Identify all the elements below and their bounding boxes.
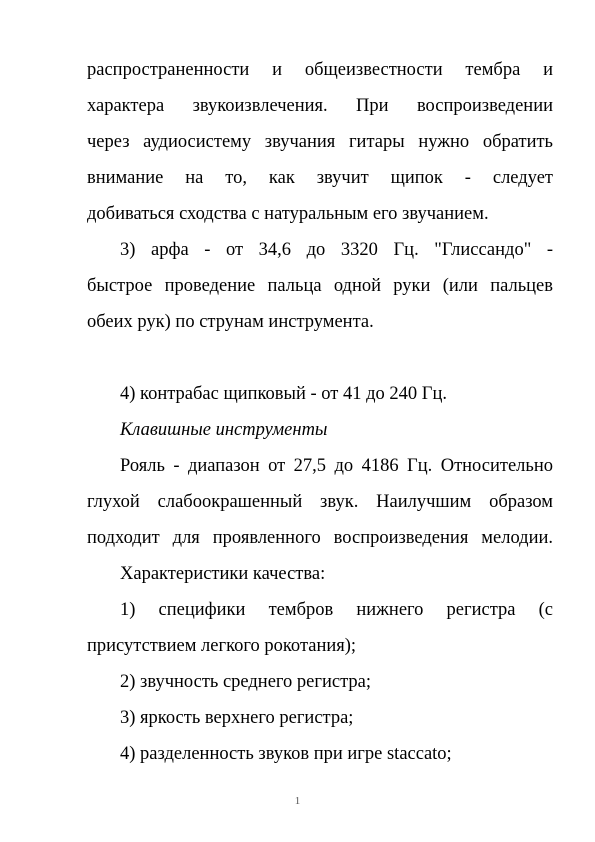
paragraph-2-line-3: обеих рук) по струнам инструмента. (87, 312, 374, 332)
section-heading: Клавишные инструменты (120, 420, 328, 440)
paragraph-2-line-1: 3) арфа - от 34,6 до 3320 Гц. "Глиссандо" - (120, 240, 553, 260)
paragraph-9-line-1: 4) разделенность звуков при игре staccato; (120, 744, 452, 764)
paragraph-6-line-2: присутствием легкого рокотания); (87, 636, 357, 656)
paragraph-4-line-2: глухой слабоокрашенный звук. Наилучшим образом (87, 492, 553, 512)
paragraph-5-line-1: Характеристики качества: (120, 564, 326, 584)
paragraph-7-line-1: 2) звучность среднего регистра; (120, 672, 371, 692)
paragraph-1-line-1: распространенности и общеизвестности тембра и (87, 60, 553, 80)
paragraph-2-line-2: быстрое проведение пальца одной руки (или пальцев (87, 276, 553, 296)
paragraph-1-line-5: добиваться сходства с натуральным его звучанием. (87, 204, 489, 224)
paragraph-4-line-1: Рояль - диапазон от 27,5 до 4186 Гц. Относительно (120, 456, 553, 476)
paragraph-1-line-2: характера звукоизвлечения. При воспроизведении (87, 96, 553, 116)
paragraph-8-line-1: 3) яркость верхнего регистра; (120, 708, 354, 728)
paragraph-6-line-1: 1) специфики тембров нижнего регистра (с (120, 600, 553, 620)
page-number: 1 (294, 795, 301, 807)
paragraph-1-line-3: через аудиосистему звучания гитары нужно обратить (87, 132, 553, 152)
paragraph-1-line-4: внимание на то, как звучит щипок - следует (87, 168, 553, 188)
paragraph-4-line-3: подходит для проявленного воспроизведения мелодии. (87, 528, 553, 548)
paragraph-3-line-1: 4) контрабас щипковый - от 41 до 240 Гц. (120, 384, 448, 404)
